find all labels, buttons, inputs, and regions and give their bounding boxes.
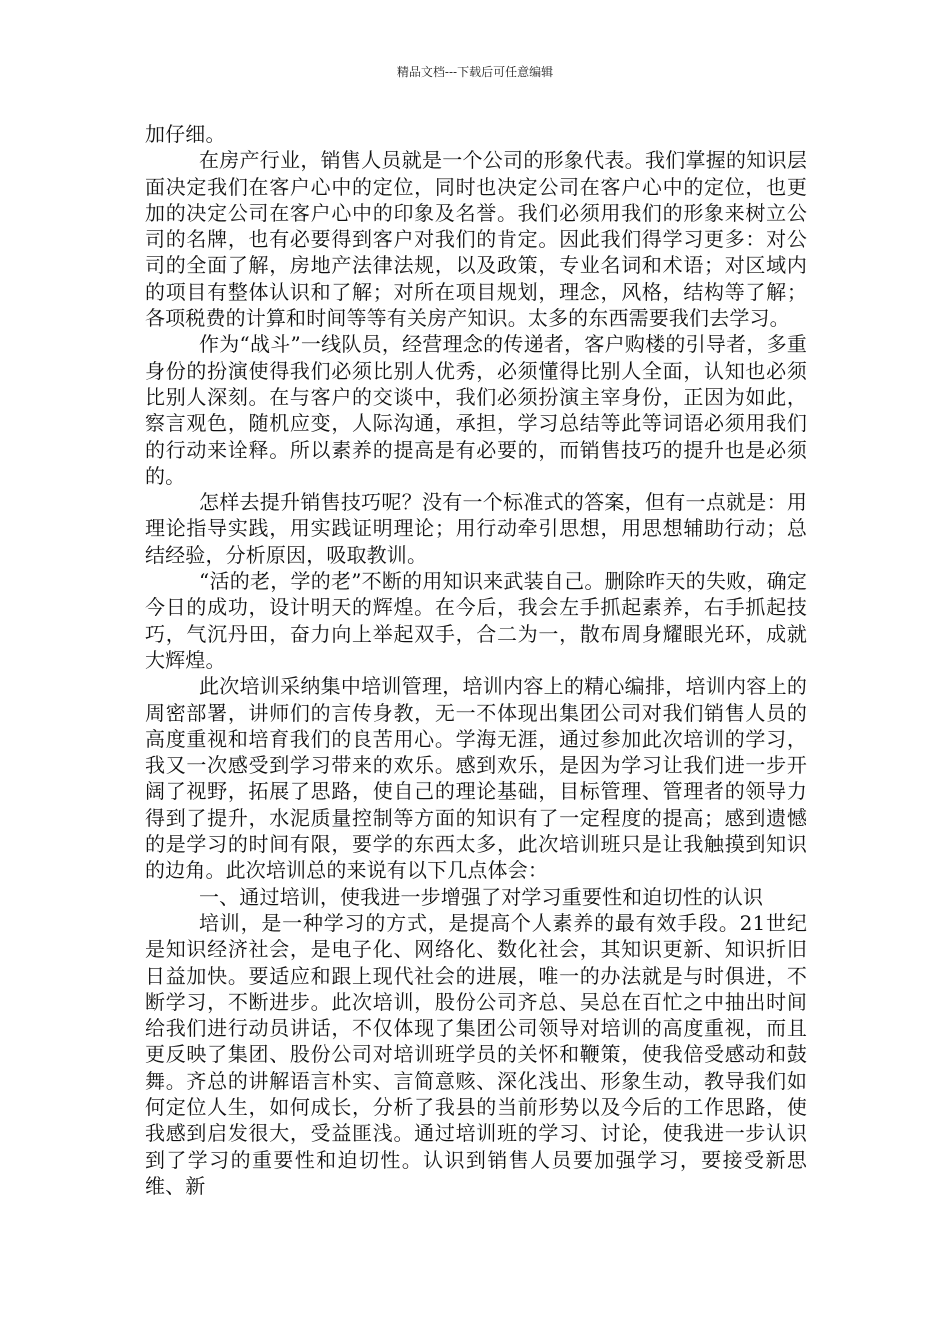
paragraph: 此次培训采纳集中培训管理，培训内容上的精心编排，培训内容上的周密部署，讲师们的言传身教，无一不体现出集团公司对我们销售人员的高度重视和培育我们的良苦用心。学海无涯，通过参加此次培训的学习，我又一次感受到学习带来的欢乐。感到欢乐，是因为学习让我们进一步开阔了视野，拓展了思路，使自己的理论基础，目标管理、管理者的领导力得到了提升，水泥质量控制等方面的知识有了一定程度的提高；感到遗憾的是学习的时间有限，要学的东西太多，此次培训班只是让我触摸到知识的边角。此次培训总的来说有以下几点体会：	[145, 674, 807, 883]
document-body	[145, 121, 807, 1199]
paragraph: 作为“战斗”一线队员，经营理念的传递者，客户购楼的引导者，多重身份的扮演使得我们必须比别人优秀，必须懂得比别人全面，认知也必须比别人深刻。在与客户的交谈中，我们必须扮演主宰身份，正因为如此，察言观色，随机应变，人际沟通，承担，学习总结等此等词语必须用我们的行动来诠释。所以素养的提高是有必要的，而销售技巧的提升也是必须的。	[145, 332, 807, 488]
paragraph: “活的老，学的老”不断的用知识来武装自己。删除昨天的失败，确定今日的成功，设计明天的辉煌。在今后，我会左手抓起素养，右手抓起技巧，气沉丹田，奋力向上举起双手，合二为一，散布周身耀眼光环，成就大辉煌。	[145, 569, 807, 672]
paragraph: 在房产行业，销售人员就是一个公司的形象代表。我们掌握的知识层面决定我们在客户心中的定位，同时也决定公司在客户心中的定位，也更加的决定公司在客户心中的印象及名誉。我们必须用我们的形象来树立公司的名牌，也有必要得到客户对我们的肯定。因此我们得学习更多：对公司的全面了解，房地产法律法规，以及政策，专业名词和术语；对区域内的项目有整体认识和了解；对所在项目规划，理念，风格，结构等了解；各项税费的计算和时间等等有关房产知识。太多的东西需要我们去学习。	[145, 148, 807, 331]
section-heading: 一、通过培训，使我进一步增强了对学习重要性和迫切性的认识	[199, 884, 764, 909]
page-header: 精品文档---下载后可任意编辑	[396, 65, 554, 79]
paragraph: 加仔细。	[145, 122, 226, 146]
paragraph: 培训，是一种学习的方式，是提高个人素养的最有效手段。21世纪是知识经济社会，是电子化、网络化、数化社会，其知识更新、知识折旧日益加快。要适应和跟上现代社会的进展，唯一的办法就是与时俱进，不断学习，不断进步。此次培训，股份公司齐总、吴总在百忙之中抽出时间给我们进行动员讲话，不仅体现了集团公司领导对培训的高度重视，而且更反映了集团、股份公司对培训班学员的关怀和鞭策，使我倍受感动和鼓舞。齐总的讲解语言朴实、言简意赅、深化浅出、形象生动，教导我们如何定位人生，如何成长，分析了我县的当前形势以及今后的工作思路，使我感到启发很大，受益匪浅。通过培训班的学习、讨论，使我进一步认识到了学习的重要性和迫切性。认识到销售人员要加强学习，要接受新思维、新	[145, 910, 807, 1198]
paragraph: 怎样去提升销售技巧呢？没有一个标准式的答案，但有一点就是：用理论指导实践，用实践证明理论；用行动牵引思想，用思想辅助行动；总结经验，分析原因，吸取教训。	[145, 490, 807, 567]
